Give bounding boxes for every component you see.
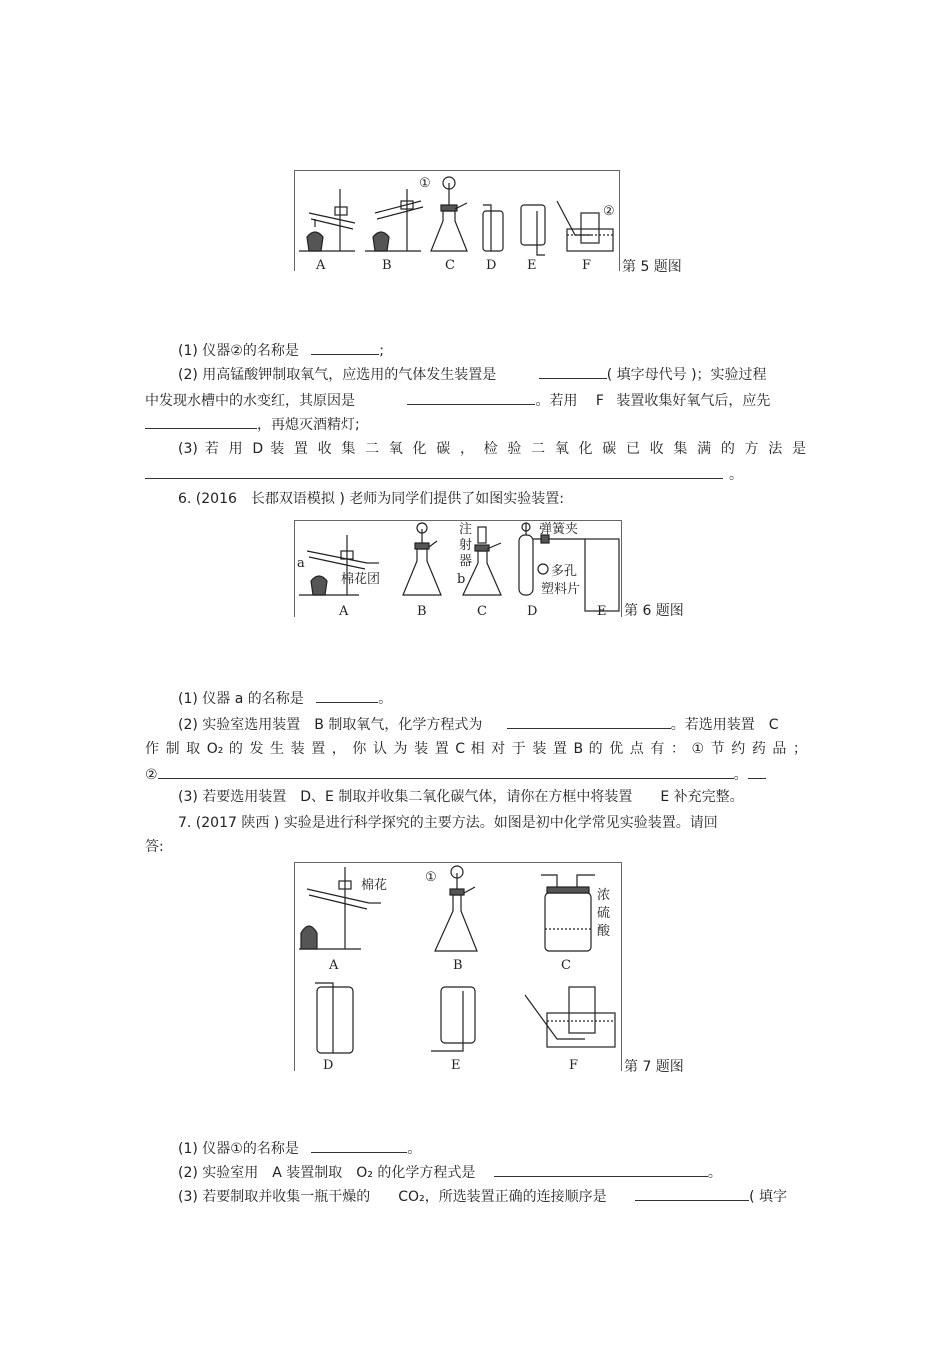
fig6-b-label: b [457,572,466,587]
q5-part2-blank2[interactable] [407,390,535,405]
fig7-label-d: D [323,1058,334,1071]
fig6-label-b: B [417,604,427,617]
q5-part2-line3 [145,414,360,434]
q6-part2-circle2: ② [145,767,158,783]
q5-part2-if-text: 。若用 [535,393,578,409]
q7-part2-end: 。 [707,1165,722,1181]
fig5-mark-two: ② [603,204,615,219]
q7-part1-end: 。 [407,1141,422,1157]
q5-part2-line2 [145,390,770,410]
q7-part2-text: (2) 实验室用 A 装置制取 O₂ 的化学方程式是 [178,1165,476,1181]
fig7-mark-one: ① [425,870,437,885]
q5-part2-f: F [595,393,604,409]
q6-part2-blank2-tail [748,764,766,779]
figure-7 [294,862,622,1071]
q5-part1-text: (1) 仪器②的名称是 [178,343,299,359]
fig7-cotton: 棉花 [361,878,388,893]
q5-part2-mid: ( 填字母代号 )；实验过程 [606,367,767,383]
fig6-syringe-3: 器 [459,554,473,569]
q7-part2 [178,1162,722,1182]
q6-title: 6. (2016 长郡双语模拟 ) 老师为同学们提供了如图实验装置: [178,491,564,507]
fig6-a-label: a [297,556,305,571]
fig5-label-c: C [445,258,455,271]
q5-part1-blank[interactable] [311,340,379,355]
fig6-label-a: A [339,604,349,617]
fig6-label-d: D [527,604,538,617]
q6-part2-text: (2) 实验室选用装置 B 制取氧气，化学方程式为 [178,717,483,733]
q5-part3-line1: (3) 若 用 D 装 置 收 集 二 氧 化 碳 ， 检 验 二 氧 化 碳 已 收 集 满 的 方 法 是 [178,441,806,457]
figure-7-drawing [295,863,621,1071]
fig7-caption: 第 7 题图 [624,1059,684,1075]
fig7-acid-1: 浓 [597,888,611,903]
q5-part1-end: ; [379,343,385,359]
q6-part2-line2: 作 制 取 O₂ 的 发 生 装 置 ， 你 认 为 装 置 C 相 对 于 装 置 B 的 优 点 有 ： ① 节 约 药 品 ； [145,741,807,757]
q6-part2-blank1[interactable] [507,714,671,729]
q7-part1 [178,1138,421,1158]
q6-part2-end: 。 [733,767,748,783]
fig5-caption: 第 5 题图 [622,259,682,275]
q7-part3-end: ( 填字 [749,1189,788,1205]
fig6-plate-2: 塑料片 [541,582,581,597]
fig7-label-a: A [329,958,339,973]
q5-part2-blank1[interactable] [539,364,607,379]
q5-part2-blank3[interactable] [145,414,257,429]
fig5-label-b: B [382,258,392,271]
fig7-label-c: C [561,958,571,973]
figure-6-drawing [295,521,621,617]
fig6-clamp: 弹簧夹 [539,522,579,537]
fig7-label-b: B [453,958,463,973]
fig5-label-a: A [316,258,326,271]
figure-6 [294,520,622,617]
q5-part2-text: (2) 用高锰酸钾制取氧气，应选用的气体发生装置是 [178,367,497,383]
fig7-acid-2: 硫 [597,906,611,921]
q6-part1-blank[interactable] [316,688,378,703]
q7-title: 7. (2017 陕西 ) 实验是进行科学探究的主要方法。如图是初中化学常见实验装置。请回 [178,815,718,831]
q6-part2-blank2[interactable] [158,764,734,779]
q6-part3: (3) 若要选用装置 D、E 制取并收集二氧化碳气体，请你在方框中将装置 E 补充完整。 [178,789,744,805]
fig5-label-f: F [582,258,592,271]
q6-part1-text: (1) 仪器 a 的名称是 [178,691,304,707]
fig5-label-d: D [486,258,497,271]
q5-part1 [178,340,384,360]
fig6-cotton: 棉花团 [341,572,381,587]
q6-part2-if-text: 。若选用装置 C [670,717,779,733]
fig5-label-e: E [527,258,537,271]
fig6-syringe-1: 注 [459,522,473,537]
fig7-label-e: E [451,1058,461,1071]
fig7-acid-3: 酸 [597,924,611,939]
q6-part2-line3 [145,764,766,784]
q6-part2-line1 [178,714,779,734]
q7-part1-text: (1) 仪器①的名称是 [178,1141,299,1157]
fig6-label-c: C [477,604,487,617]
fig7-label-f: F [569,1058,579,1071]
fig6-syringe-2: 射 [459,538,473,553]
figure-5 [294,170,620,271]
q5-part3-line2 [145,464,743,484]
q7-part1-blank[interactable] [311,1138,407,1153]
q5-part2-lamp-text: ，再熄灭酒精灯; [257,417,360,433]
q7-title-line2: 答: [145,839,164,855]
q7-part2-blank[interactable] [494,1162,708,1177]
figure-5-drawing [295,171,619,271]
q6-part1-end: 。 [378,691,393,707]
fig6-label-e: E [597,604,607,617]
q5-part2-first-text: 装置收集好氧气后，应先 [616,393,771,409]
q7-part3 [178,1186,787,1206]
fig6-caption: 第 6 题图 [624,603,684,619]
q5-part3-blank[interactable] [145,464,723,479]
q5-part2-reason-text: 中发现水槽中的水变红，其原因是 [145,393,355,409]
fig5-mark-one: ① [419,176,431,191]
q6-part1 [178,688,392,708]
fig6-plate-1: 多孔 [551,564,578,579]
q7-part3-text: (3) 若要制取并收集一瓶干燥的 CO₂，所选装置正确的连接顺序是 [178,1189,607,1205]
q7-part3-blank[interactable] [635,1186,749,1201]
q5-part3-end: 。 [729,467,743,483]
q5-part2-line1 [178,364,767,384]
